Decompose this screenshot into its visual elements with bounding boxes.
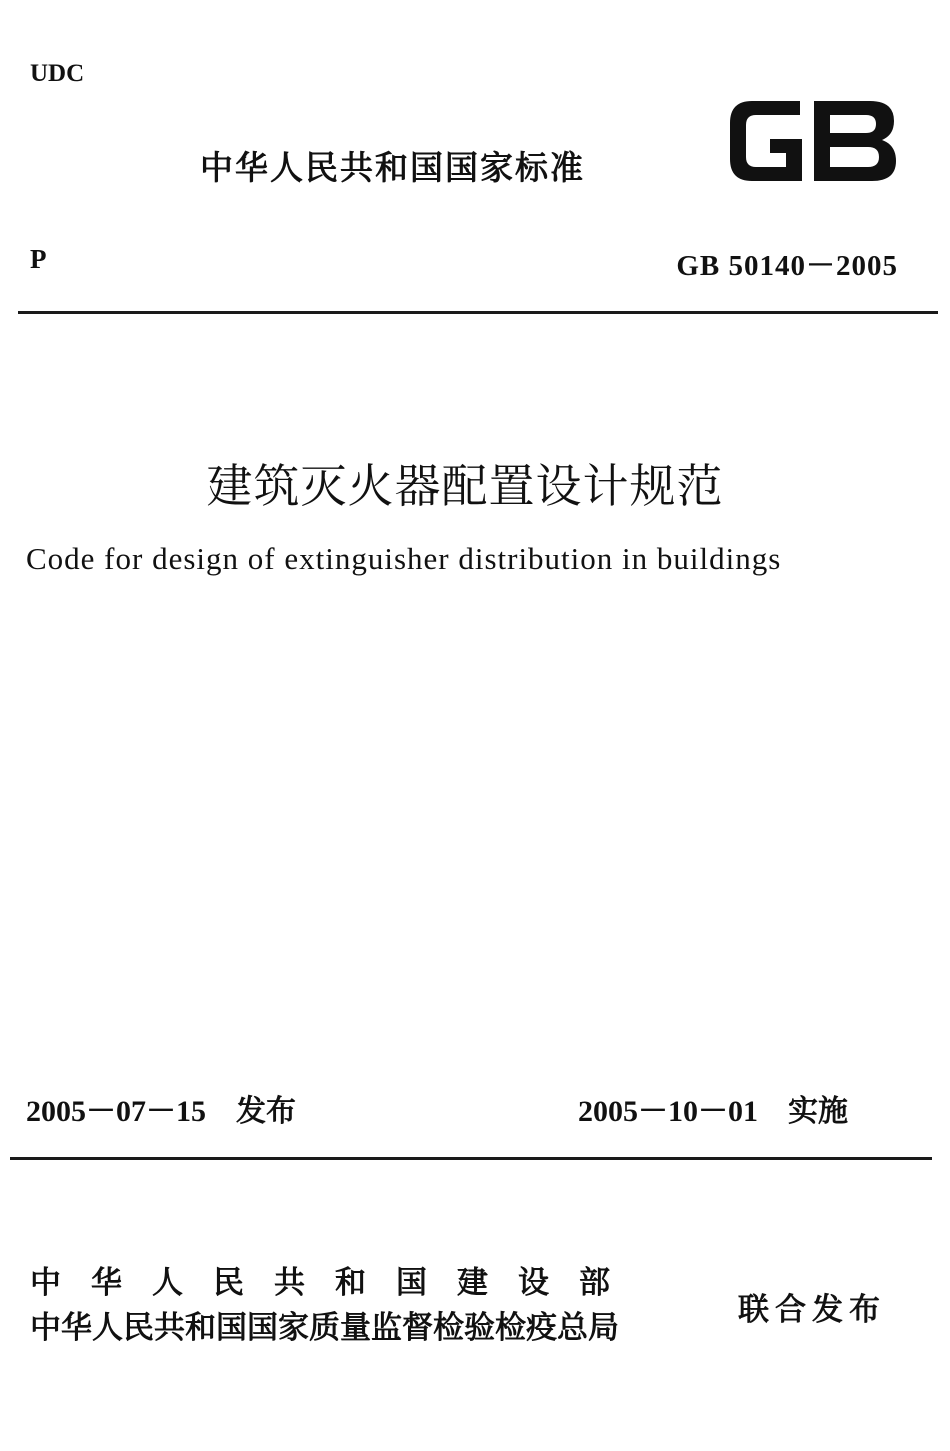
standard-number: GB 50140－2005 bbox=[676, 250, 898, 282]
national-standard-heading: 中华人民共和国国家标准 bbox=[200, 148, 585, 187]
bottom-divider bbox=[10, 1157, 932, 1160]
title-english: Code for design of extinguisher distribution in buildings bbox=[26, 541, 782, 576]
gb-logo-icon bbox=[722, 93, 902, 189]
udc-label: UDC bbox=[30, 60, 85, 87]
publisher-ministry-of-construction: 中华人民共和国建设部 bbox=[30, 1265, 640, 1301]
implementation-date: 2005－10－01 实施 bbox=[578, 1095, 848, 1128]
title-chinese: 建筑灭火器配置设计规范 bbox=[206, 459, 724, 513]
top-divider bbox=[18, 311, 938, 314]
publisher-aqsiq: 中华人民共和国国家质量监督检验检疫总局 bbox=[30, 1310, 619, 1346]
joint-publication-label: 联合发布 bbox=[738, 1292, 886, 1328]
category-label: P bbox=[30, 244, 47, 274]
issue-date: 2005－07－15 发布 bbox=[26, 1095, 296, 1128]
